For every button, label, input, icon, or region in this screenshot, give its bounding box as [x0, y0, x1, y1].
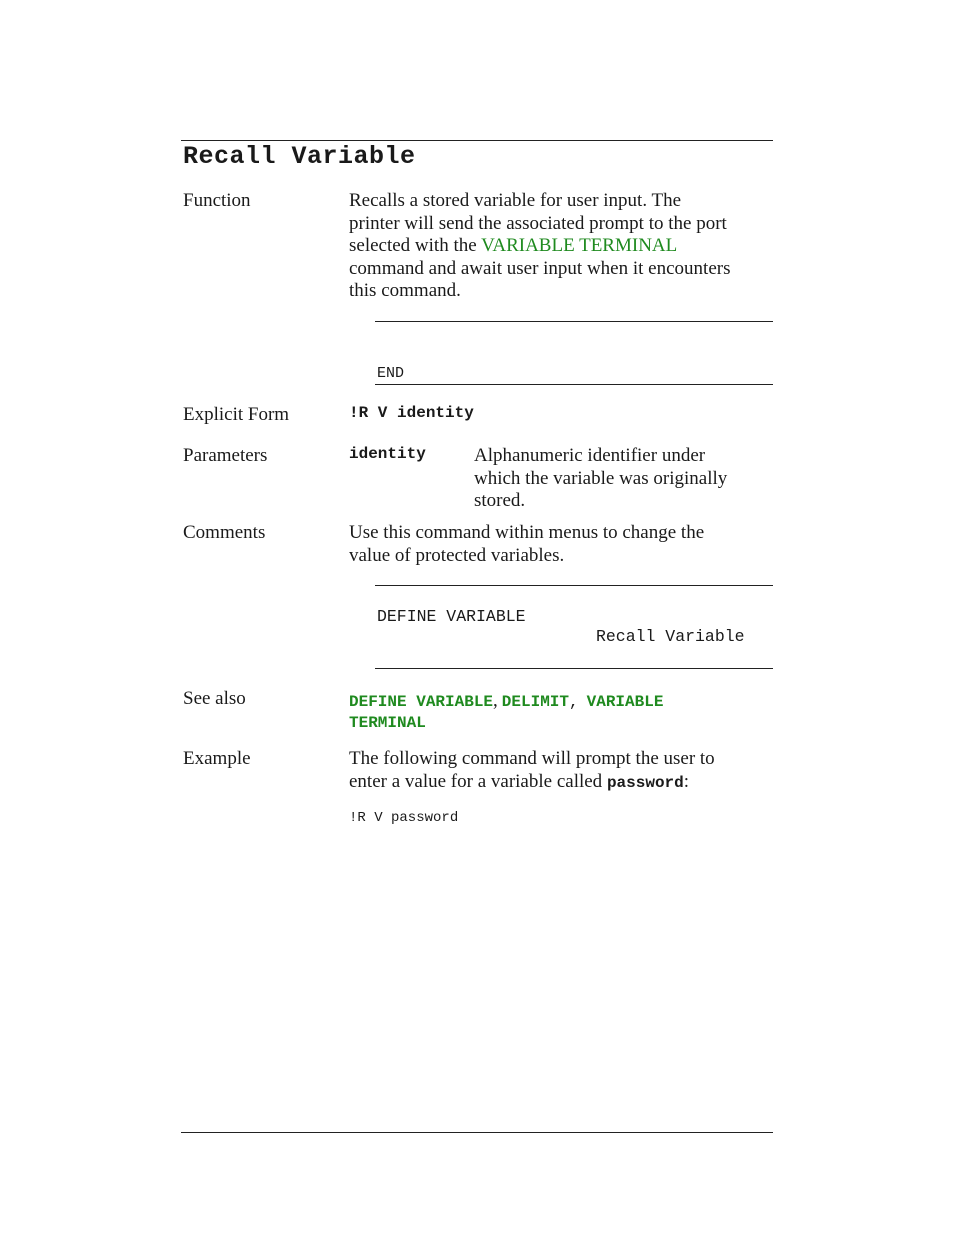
parameter-description [474, 445, 727, 513]
comments-text [349, 522, 704, 567]
function-line-1: Recalls a stored variable for user input. The [349, 190, 682, 211]
comments-line-1: Use this command within menus to change the [349, 522, 705, 543]
parameter-name: identity [349, 445, 426, 463]
box2-top-rule [375, 585, 773, 586]
variable-terminal-link-part-1[interactable]: VARIABLE [586, 693, 664, 711]
box2-bottom-rule [375, 668, 773, 669]
parameter-desc-line-3: stored. [474, 490, 526, 511]
bottom-rule [181, 1132, 773, 1133]
box1-bottom-rule [375, 384, 773, 385]
see-also-line-1 [349, 690, 663, 713]
function-line-4: command and await user input when it encounters [349, 257, 731, 279]
box2-left-text: DEFINE VARIABLE [377, 607, 526, 626]
parameter-desc-line-1: Alphanumeric identifier under [474, 445, 706, 466]
example-label: Example [183, 748, 251, 769]
see-also-separator-1: , [493, 690, 498, 711]
see-also-line-2 [349, 713, 663, 733]
parameter-desc-line-2: which the variable was originally [474, 467, 728, 489]
variable-terminal-link-part-2[interactable]: TERMINAL [349, 713, 426, 732]
parameters-label: Parameters [183, 445, 268, 466]
box2-right-text: Recall Variable [596, 627, 745, 646]
function-text [349, 190, 730, 303]
variable-terminal-link[interactable]: VARIABLE TERMINAL [481, 235, 678, 256]
comments-line-2: value of protected variables. [349, 544, 565, 566]
example-line-2 [349, 771, 715, 795]
example-line-1: The following command will prompt the user to [349, 748, 715, 769]
explicit-form-label: Explicit Form [183, 404, 290, 425]
delimit-link[interactable]: DELIMIT [501, 693, 569, 711]
function-label: Function [183, 190, 251, 211]
top-rule [181, 140, 773, 141]
example-code: !R V password [349, 810, 459, 826]
explicit-form-value: !R V identity [349, 404, 474, 422]
example-line-2-suffix: : [683, 770, 690, 792]
see-also-links [349, 690, 663, 733]
function-line-3 [349, 235, 730, 258]
comments-label: Comments [183, 522, 266, 543]
box1-text: END [377, 365, 405, 382]
example-text [349, 748, 715, 794]
define-variable-link[interactable]: DEFINE VARIABLE [349, 693, 494, 711]
function-line-5: this command. [349, 280, 461, 301]
example-line-2-prefix: enter a value for a variable called [349, 770, 607, 792]
page-title: Recall Variable [183, 142, 416, 171]
see-also-separator-2: , [569, 693, 579, 711]
function-line-2: printer will send the associated prompt to the port [349, 212, 727, 234]
function-line-3-prefix: selected with the [349, 235, 482, 256]
see-also-label: See also [183, 688, 246, 709]
box1-top-rule [375, 321, 773, 322]
example-inline-code: password [606, 773, 684, 792]
